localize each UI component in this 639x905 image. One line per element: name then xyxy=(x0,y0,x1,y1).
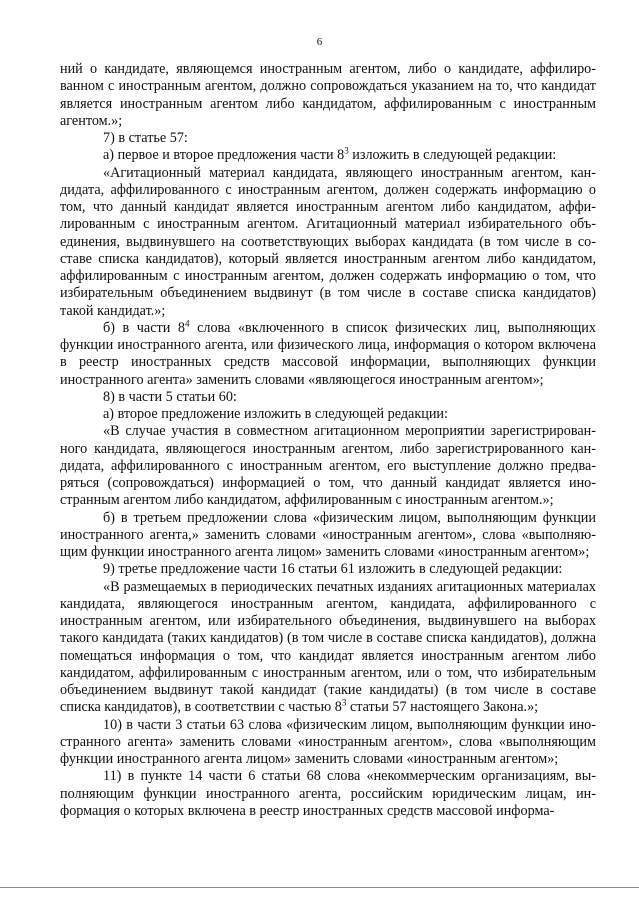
paragraph xyxy=(60,561,596,578)
page-number: 6 xyxy=(316,36,323,48)
paragraph-text: изложить в следующей редакции: xyxy=(348,147,557,164)
paragraph-text: «В случае участия в совместном агитационном мероприятии зарегистрированного кандидата, являющегося иностранным агентом, либо зарегистрированного кандидата, аффилированного с иностранным агентом, его выступление должно предваряться (сопровождаться) информацией о том, что данный кандидат является иностранным агентом либо кандидатом, аффилированным с иностранным агентом.»; xyxy=(60,423,596,509)
document-body xyxy=(60,61,596,820)
paragraph-text: а) второе предложение изложить в следующей редакции: xyxy=(103,406,448,422)
paragraph-text: б) в части 8 xyxy=(103,319,185,336)
paragraph xyxy=(60,406,596,423)
superscript: 4 xyxy=(185,318,190,329)
paragraph-text: слова «включенного в список физических лиц, выполняющих функции иностранного агента, или физического лица, информация о котором включена в реестр иностранных средств массовой информации, выполняющих функции иностранного агента» заменить словами «являющегося иностранным агентом»; xyxy=(60,319,596,388)
paragraph-text: статьи 57 настоящего Закона.»; xyxy=(346,699,539,716)
paragraph xyxy=(60,61,596,130)
paragraph xyxy=(60,717,596,769)
paragraph xyxy=(60,768,596,820)
superscript: 3 xyxy=(341,697,347,708)
paragraph-text: 8) в части 5 статьи 60: xyxy=(103,388,237,405)
paragraph-text: ний о кандидате, являющемся иностранным агентом, либо о кандидате, аффилированном с иностранным агентом, должно сопровождаться указанием на то, что кандидат является иностранным агентом либо кандидатом, аффилированным с иностранным агентом.»; xyxy=(60,61,596,129)
paragraph-text: а) первое и второе предложения части 8 xyxy=(103,147,345,164)
paragraph xyxy=(60,510,596,562)
paragraph-text: 9) третье предложение части 16 статьи 61 изложить в следующей редакции: xyxy=(103,561,563,578)
paragraph xyxy=(60,579,596,717)
paragraph xyxy=(60,423,596,509)
paragraph xyxy=(60,165,596,320)
paragraph-text: «Агитационный материал кандидата, являющего иностранным агентом, кандидата, аффилированного с иностранным агентом, должен содержать информацию о том, что данный кандидат является иностранным агентом либо кандидатом, аффилированным с иностранным агентом. Агитационный материал избирательного объединения, выдвинувшего на соответствующих выборах кандидата (в том числе в составе списка кандидатов), который является иностранным агентом либо кандидатом, аффилированным с иностранным агентом, должен содержать информацию о том, что избирательным объединением выдвинут (в том числе в составе списка кандидатов) такой кандидат.»; xyxy=(60,164,596,319)
paragraph xyxy=(60,147,596,164)
paragraph xyxy=(60,389,596,406)
footer-rule xyxy=(0,887,639,888)
superscript: 3 xyxy=(344,145,349,156)
paragraph-text: «В размещаемых в периодических печатных изданиях агитационных материалах кандидата, являющегося иностранным агентом, кандидата, аффилированного с иностранным агентом, или избирательного объединения, выдвинувшего на выборах такого кандидата (таких кандидатов) (в том числе в составе списка кандидатов), должна помещаться информация о том, что кандидат является иностранным агентом либо кандидатом, аффилированным с иностранным агентом, или о том, что избирательным объединением выдвинут такой кандидат (такие кандидаты) (в том числе в составе списка кандидатов), в соответствии с частью 8 xyxy=(60,578,596,716)
paragraph xyxy=(60,130,596,147)
paragraph-text: 10) в части 3 статьи 63 слова «физическим лицом, выполняющим функции иностранного агента» заменить словами «иностранным агентом», слова «выполняющим функции иностранного агента лицом» заменить словами «иностранным агентом»; xyxy=(60,716,596,767)
paragraph xyxy=(60,320,596,389)
paragraph-text: 11) в пункте 14 части 6 статьи 68 слова «некоммерческим организациям, выполняющим функции иностранного агента, российским юридическим лицам, информация о которых включена в реестр иностранных средств массовой информа- xyxy=(60,768,596,819)
paragraph-text: б) в третьем предложении слова «физическим лицом, выполняющим функции иностранного агента,» заменить словами «иностранным агентом», слова «выполняющим функции иностранного агента лицом» заменить словами «иностранным агентом»; xyxy=(60,509,596,560)
paragraph-text: 7) в статье 57: xyxy=(103,130,188,146)
